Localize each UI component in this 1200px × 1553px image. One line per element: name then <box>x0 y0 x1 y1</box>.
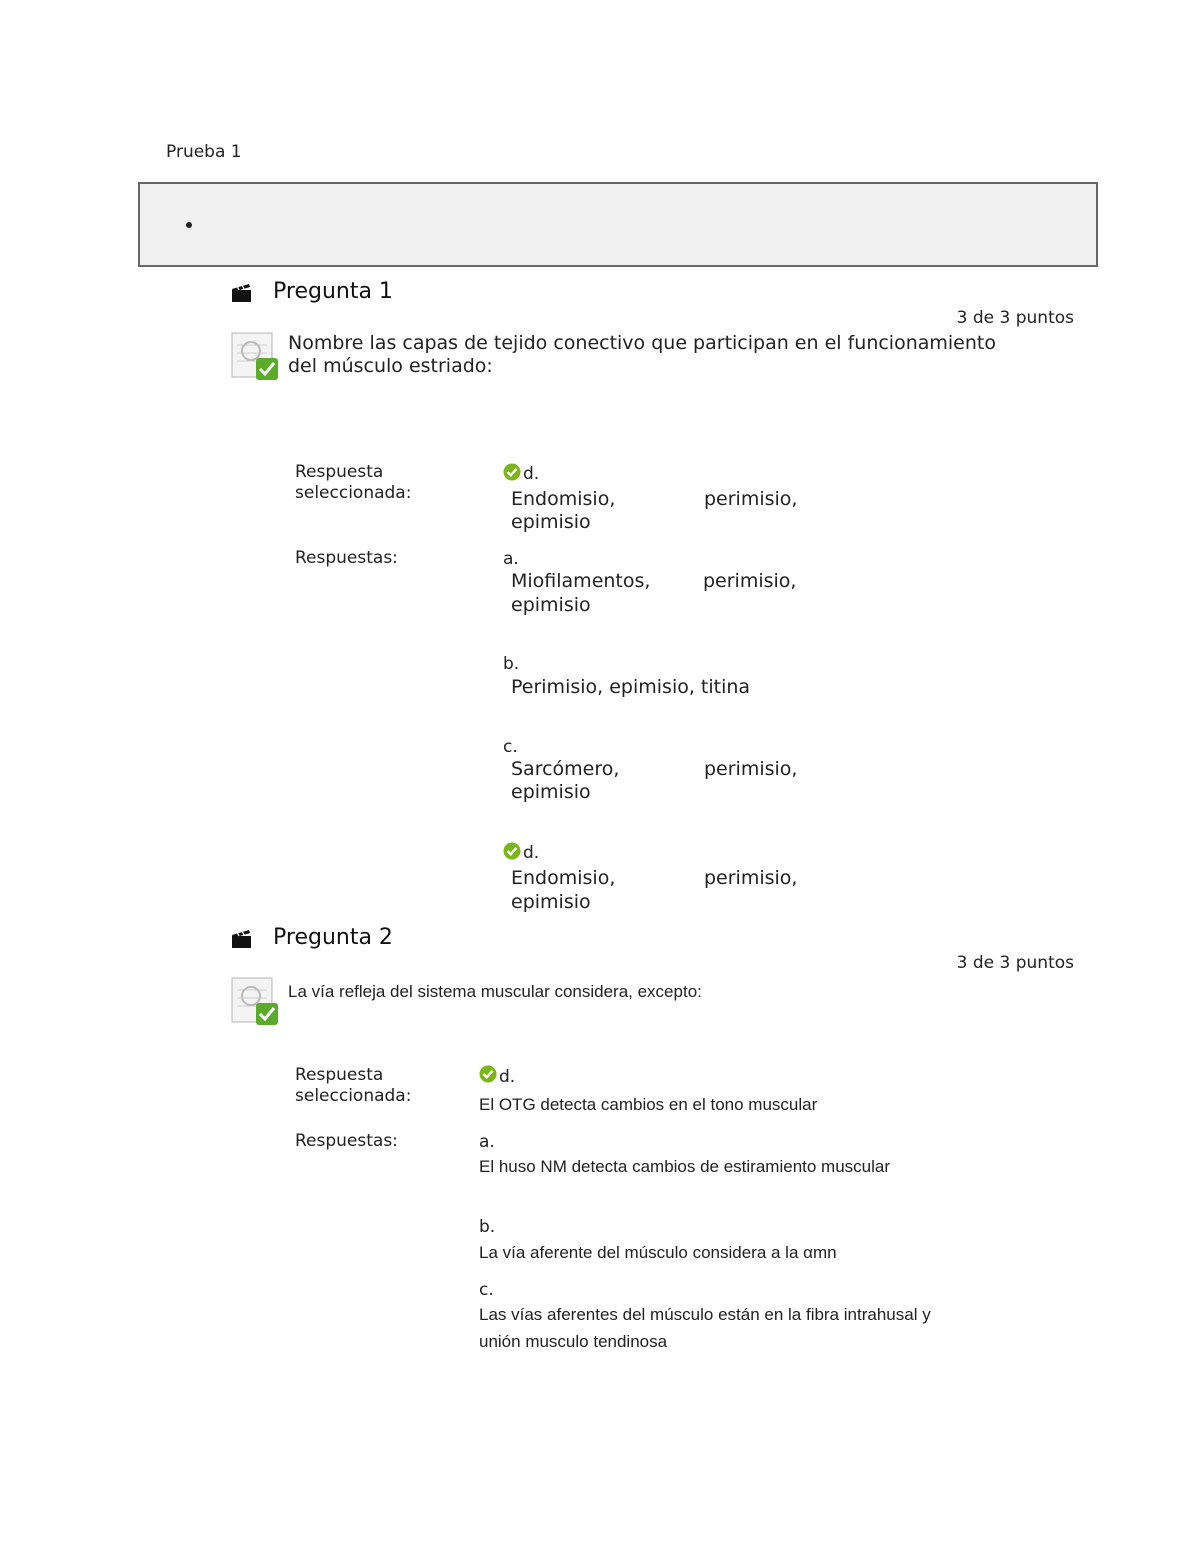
option-letter: c. <box>503 737 518 757</box>
option-letter: c. <box>479 1280 494 1300</box>
option-word: epimisio <box>511 594 591 616</box>
selected-option-letter: d. <box>523 464 540 484</box>
selected-option-word: epimisio <box>511 511 591 533</box>
option-word: epimisio <box>511 781 591 803</box>
option-word: perimisio, <box>703 570 797 592</box>
correct-check-icon <box>479 1065 497 1083</box>
correct-check-icon <box>503 463 521 481</box>
option-letter: a. <box>503 549 519 569</box>
option-letter: d. <box>523 843 540 863</box>
option-word: Sarcómero, <box>511 758 620 780</box>
question-2-heading: Pregunta 2 <box>273 925 393 950</box>
graded-correct-icon <box>231 331 279 381</box>
question-1-text-line-2: del músculo estriado: <box>288 355 493 377</box>
option-letter: a. <box>479 1132 495 1152</box>
selected-answer-label: seleccionada: <box>295 1086 412 1106</box>
graded-correct-icon <box>231 976 279 1026</box>
question-2-points: 3 de 3 puntos <box>956 953 1074 973</box>
clapperboard-icon <box>231 283 253 303</box>
selected-option-word: perimisio, <box>704 488 798 510</box>
question-1-points: 3 de 3 puntos <box>956 308 1074 328</box>
option-text-line-2: unión musculo tendinosa <box>479 1332 668 1351</box>
question-1-heading: Pregunta 1 <box>273 279 393 304</box>
selected-option-word: Endomisio, <box>511 488 616 510</box>
answers-label: Respuestas: <box>295 548 398 568</box>
option-text-line-1: Las vías aferentes del músculo están en la fibra intrahusal y <box>479 1305 931 1324</box>
option-text: Perimisio, epimisio, titina <box>511 676 751 698</box>
clapperboard-icon <box>231 929 253 949</box>
option-word: perimisio, <box>704 758 798 780</box>
option-word: perimisio, <box>704 867 798 889</box>
selected-option-letter: d. <box>499 1067 516 1087</box>
selected-answer-label: Respuesta <box>295 1065 384 1085</box>
bullet-list-box <box>138 182 1098 267</box>
option-letter: b. <box>503 654 520 674</box>
document-title: Prueba 1 <box>166 142 242 162</box>
selected-answer-label: seleccionada: <box>295 483 412 503</box>
option-word: epimisio <box>511 891 591 913</box>
option-text: La vía aferente del músculo considera a la αmn <box>479 1243 837 1262</box>
correct-check-icon <box>503 842 521 860</box>
option-word: Miofilamentos, <box>511 570 651 592</box>
answers-label: Respuestas: <box>295 1131 398 1151</box>
selected-option-text: El OTG detecta cambios en el tono muscular <box>479 1095 818 1114</box>
selected-answer-label: Respuesta <box>295 462 384 482</box>
question-2-text: La vía refleja del sistema muscular considera, excepto: <box>288 982 702 1001</box>
bullet-dot <box>186 222 192 228</box>
option-text: El huso NM detecta cambios de estiramiento muscular <box>479 1157 891 1176</box>
option-word: Endomisio, <box>511 867 616 889</box>
option-letter: b. <box>479 1217 496 1237</box>
question-1-text-line-1: Nombre las capas de tejido conectivo que participan en el funcionamiento <box>288 332 996 354</box>
